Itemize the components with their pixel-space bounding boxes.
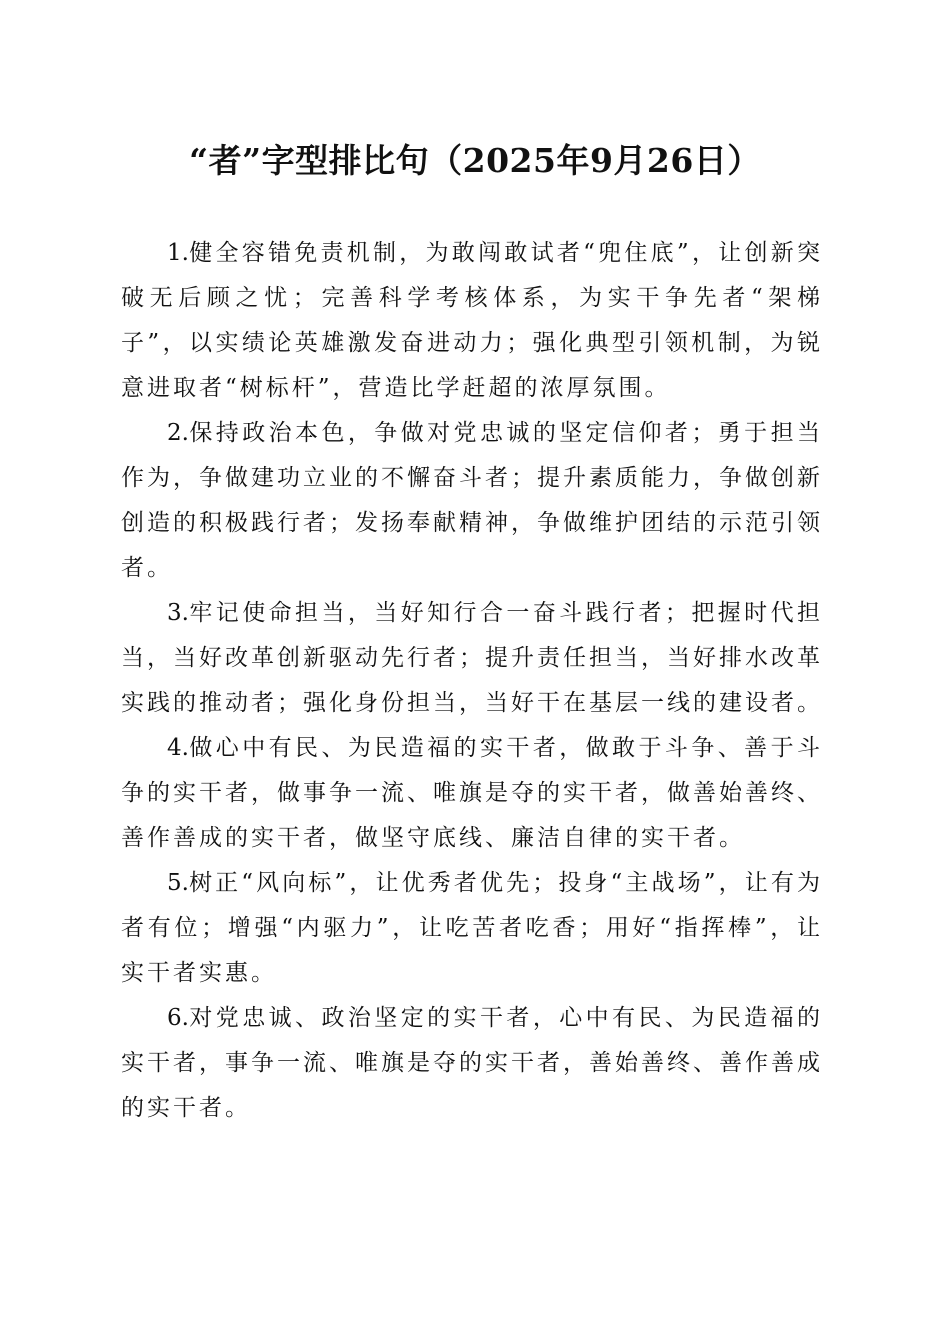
paragraph-text: 健全容错免责机制，为敢闯敢试者“兜住底”，让创新突破无后顾之忧；完善科学考核体系，为实干争先者“架梯子”，以实绩论英雄激发奋进动力；强化典型引领机制，为锐意进取者“树标杆”，营造比学赶超的浓厚氛围。 <box>121 240 823 401</box>
paragraph-4 <box>121 726 823 861</box>
paragraph-2 <box>121 411 823 591</box>
paragraph-text: 牢记使命担当，当好知行合一奋斗践行者；把握时代担当，当好改革创新驱动先行者；提升责任担当，当好排水改革实践的推动者；强化身份担当，当好干在基层一线的建设者。 <box>121 600 823 716</box>
paragraph-1 <box>121 231 823 411</box>
document-title: “者”字型排比句（2025年9月26日） <box>189 141 761 180</box>
document-body <box>121 231 823 1131</box>
paragraph-number: 2. <box>167 420 189 446</box>
paragraph-text: 保持政治本色，争做对党忠诚的坚定信仰者；勇于担当作为，争做建功立业的不懈奋斗者；提升素质能力，争做创新创造的积极践行者；发扬奉献精神，争做维护团结的示范引领者。 <box>121 420 823 581</box>
paragraph-text: 树正“风向标”，让优秀者优先；投身“主战场”，让有为者有位；增强“内驱力”，让吃苦者吃香；用好“指挥棒”，让实干者实惠。 <box>121 870 823 986</box>
paragraph-text: 对党忠诚、政治坚定的实干者，心中有民、为民造福的实干者，事争一流、唯旗是夺的实干者，善始善终、善作善成的实干者。 <box>121 1005 823 1121</box>
paragraph-6 <box>121 996 823 1131</box>
paragraph-3 <box>121 591 823 726</box>
paragraph-number: 5. <box>167 870 189 896</box>
paragraph-number: 1. <box>167 240 189 266</box>
paragraph-number: 6. <box>167 1005 189 1031</box>
paragraph-number: 4. <box>167 735 189 761</box>
paragraph-text: 做心中有民、为民造福的实干者，做敢于斗争、善于斗争的实干者，做事争一流、唯旗是夺的实干者，做善始善终、善作善成的实干者，做坚守底线、廉洁自律的实干者。 <box>121 735 823 851</box>
paragraph-5 <box>121 861 823 996</box>
paragraph-number: 3. <box>167 600 189 626</box>
